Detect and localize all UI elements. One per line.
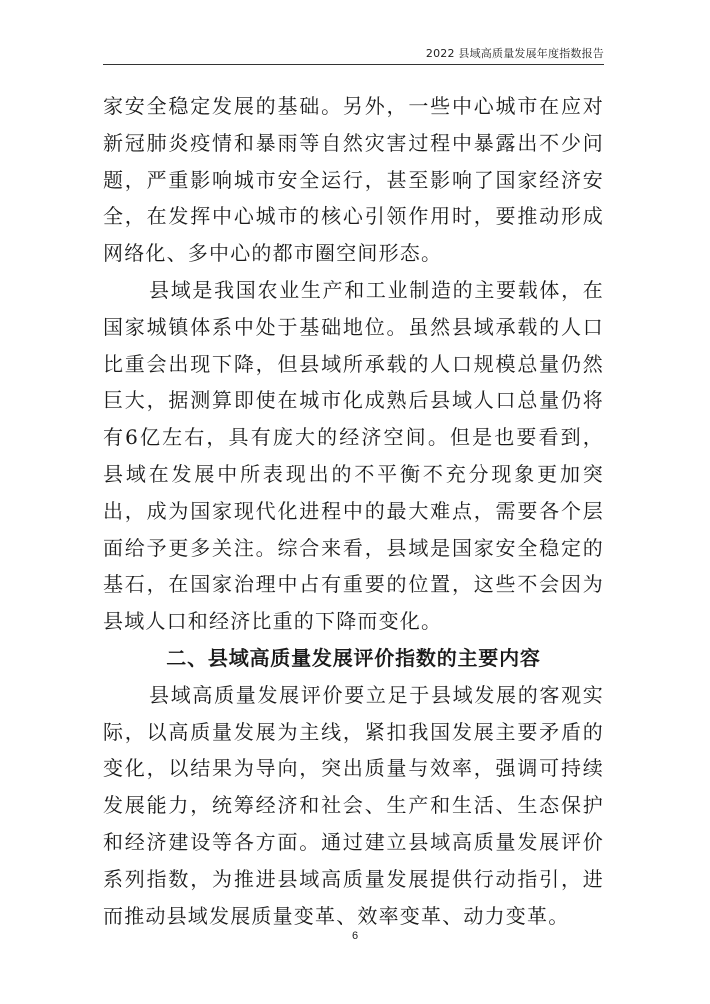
paragraph-continued: 家安全稳定发展的基础。另外，一些中心城市在应对新冠肺炎疫情和暴雨等自然灾害过程中暴露出不少问题，严重影响城市安全运行，甚至影响了国家经济安全，在发挥中心城市的核心引领作用时，要推动形成网络化、多中心的都市圈空间形态。 xyxy=(103,94,604,266)
header-rule xyxy=(103,64,604,65)
page-number: 6 xyxy=(351,930,359,942)
section-heading: 二、县域高质量发展评价指数的主要内容 xyxy=(166,645,541,670)
paragraph-evaluation-content: 县域高质量发展评价要立足于县域发展的客观实际，以高质量发展为主线，紧扣我国发展主要矛盾的变化，以结果为导向，突出质量与效率，强调可持续发展能力，统筹经济和社会、生产和生活、生态保护和经济建设等各方面。通过建立县域高质量发展评价系列指数，为推进县域高质量发展提供行动指引，进而推动县域发展质量变革、效率变革、动力变革。 xyxy=(103,682,604,928)
running-header: 2022 县域高质量发展年度指数报告 xyxy=(425,47,604,60)
page-body xyxy=(103,88,604,934)
paragraph-county-role: 县域是我国农业生产和工业制造的主要载体，在国家城镇体系中处于基础地位。虽然县域承载的人口比重会出现下降，但县域所承载的人口规模总量仍然巨大，据测算即使在城市化成熟后县域人口总量仍将有6亿左右，具有庞大的经济空间。但是也要看到，县域在发展中所表现出的不平衡不充分现象更加突出，成为国家现代化进程中的最大难点，需要各个层面给予更多关注。综合来看，县域是国家安全稳定的基石，在国家治理中占有重要的位置，这些不会因为县域人口和经济比重的下降而变化。 xyxy=(103,277,604,634)
